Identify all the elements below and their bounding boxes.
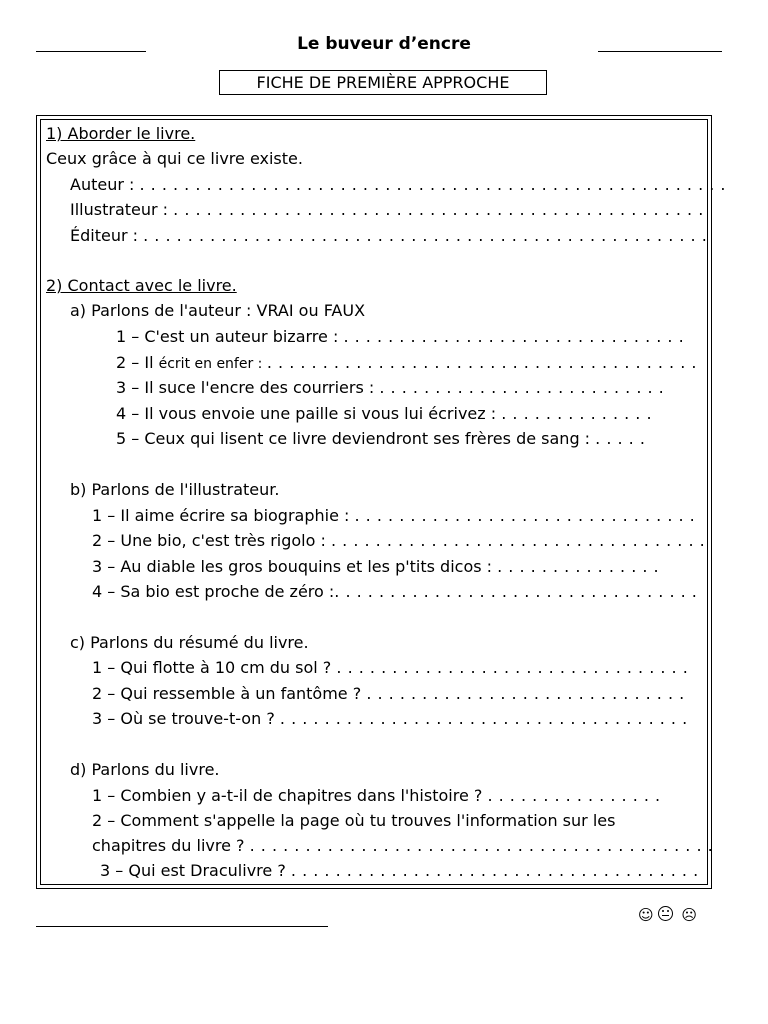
- happy-face-icon: ☺: [638, 906, 658, 924]
- question-c3: [92, 709, 688, 729]
- answer-dots: . . . . . . . . . . . . . . . . . . . . . . . . . .: [379, 378, 665, 397]
- answer-dots: . . . . . . . . . . . . . . . .: [487, 786, 661, 805]
- section1-intro: Ceux grâce à qui ce livre existe.: [46, 149, 303, 168]
- question-b3: [92, 557, 659, 577]
- part-a-heading: a) Parlons de l'auteur : VRAI ou FAUX: [70, 301, 366, 320]
- question-text: 1 – Il aime écrire sa biographie :: [92, 506, 355, 525]
- question-a2: [116, 353, 697, 374]
- question-text: 1 – C'est un auteur bizarre :: [116, 327, 344, 346]
- question-text: 3 – Il suce l'encre des courriers :: [116, 378, 380, 397]
- answer-dots: . . . . . . . . . . . . . . . . . . . . . . . . . . . . . . . . . . . . . . .: [266, 353, 697, 372]
- signature-blank-line: [36, 926, 328, 927]
- answer-dots: . . . . . . . . . . . . . . . . . . . . . . . . . . . . . . . . . . . . .: [279, 709, 688, 728]
- question-text: 1 – Qui flotte à 10 cm du sol ?: [92, 658, 337, 677]
- answer-dots: . . . . .: [595, 429, 646, 448]
- question-text: 2 – Comment s'appelle la page où tu trouves l'information sur les: [92, 811, 616, 830]
- question-text: 2 – Qui ressemble à un fantôme ?: [92, 684, 367, 703]
- answer-dots: . . . . . . . . . . . . . . . . . . . . . . . . . . . . . . .: [343, 327, 685, 346]
- section2-heading: 2) Contact avec le livre.: [46, 276, 237, 295]
- question-d2-cont: [92, 836, 713, 856]
- field-label: Éditeur :: [70, 226, 144, 245]
- question-b1: [92, 506, 695, 526]
- part-d-heading: d) Parlons du livre.: [70, 760, 220, 779]
- answer-dots: . . . . . . . . . . . . . . . . . . . . . . . . . . . . . . . . . . . . .: [290, 861, 699, 880]
- question-text: 3 – Au diable les gros bouquins et les p'tits dicos :: [92, 557, 498, 576]
- question-text: 1 – Combien y a-t-il de chapitres dans l'histoire ?: [92, 786, 488, 805]
- answer-dots: . . . . . . . . . . . . . . . . . . . . . . . . . . . . . . .: [354, 506, 696, 525]
- question-text: 3 – Où se trouve-t-on ?: [92, 709, 280, 728]
- sad-face-icon: ☹: [681, 906, 702, 924]
- question-text: chapitres du livre ?: [92, 836, 250, 855]
- question-text: 4 – Il vous envoie une paille si vous lui écrivez :: [116, 404, 502, 423]
- neutral-face-icon: [658, 906, 673, 921]
- answer-dots: . . . . . . . . . . . . . . . . . . . . . . . . . . . . . . . . . . . . . . . . . . . . . . . .: [173, 200, 704, 219]
- question-text: 3 – Qui est Draculivre ?: [100, 861, 291, 880]
- question-a3: [116, 378, 664, 398]
- field-illustrateur: [70, 200, 704, 220]
- question-text-small: écrit en enfer :: [158, 356, 267, 372]
- question-b4: [92, 582, 697, 602]
- field-auteur: [70, 175, 726, 195]
- subtitle-box: FICHE DE PREMIÈRE APPROCHE: [219, 70, 547, 95]
- answer-dots: . . . . . . . . . . . . . . . . . . . . . . . . . . . . . . . . . .: [330, 531, 706, 550]
- answer-dots: . . . . . . . . . . . . . .: [501, 404, 653, 423]
- answer-dots: . . . . . . . . . . . . . . . . . . . . . . . . . . . . . . . . . . . . . . . . . .: [249, 836, 714, 855]
- answer-dots: . . . . . . . . . . . . . . . . . . . . . . . . . . . . . . . . . . . . . . . . . . . . . . . . . . .: [143, 226, 708, 245]
- page-title: Le buveur d’encre: [297, 34, 471, 54]
- answer-dots: . . . . . . . . . . . . . . . . . . . . . . . . . . . . . . . . . . . . . . . . . . . . . . . . . . . . .: [139, 175, 727, 194]
- section1-heading: 1) Aborder le livre.: [46, 124, 196, 143]
- question-c1: [92, 658, 688, 678]
- smiley-rating: [638, 906, 701, 924]
- question-b2: [92, 531, 705, 551]
- question-c2: [92, 684, 685, 704]
- question-text: 5 – Ceux qui lisent ce livre deviendront ses frères de sang :: [116, 429, 596, 448]
- question-text: 2 – Une bio, c'est très rigolo :: [92, 531, 331, 550]
- answer-dots: . . . . . . . . . . . . . . . . . . . . . . . . . . . . . . . .: [336, 658, 689, 677]
- question-text: 2 – Il: [116, 353, 159, 372]
- field-label: Auteur :: [70, 175, 140, 194]
- question-d1: [92, 786, 661, 806]
- answer-dots: . . . . . . . . . . . . . . . . . . . . . . . . . . . . .: [366, 684, 685, 703]
- question-a4: [116, 404, 652, 424]
- question-d3: [100, 861, 699, 881]
- answer-dots: . . . . . . . . . . . . . . . . . . . . . . . . . . . . . . . . .: [334, 582, 698, 601]
- field-editeur: [70, 226, 707, 246]
- part-b-heading: b) Parlons de l'illustrateur.: [70, 480, 280, 499]
- question-d2: [92, 811, 615, 831]
- answer-dots: . . . . . . . . . . . . . . .: [497, 557, 660, 576]
- question-text: 4 – Sa bio est proche de zéro :: [92, 582, 335, 601]
- field-label: Illustrateur :: [70, 200, 174, 219]
- question-a5: [116, 429, 645, 449]
- part-c-heading: c) Parlons du résumé du livre.: [70, 633, 309, 652]
- question-a1: [116, 327, 684, 347]
